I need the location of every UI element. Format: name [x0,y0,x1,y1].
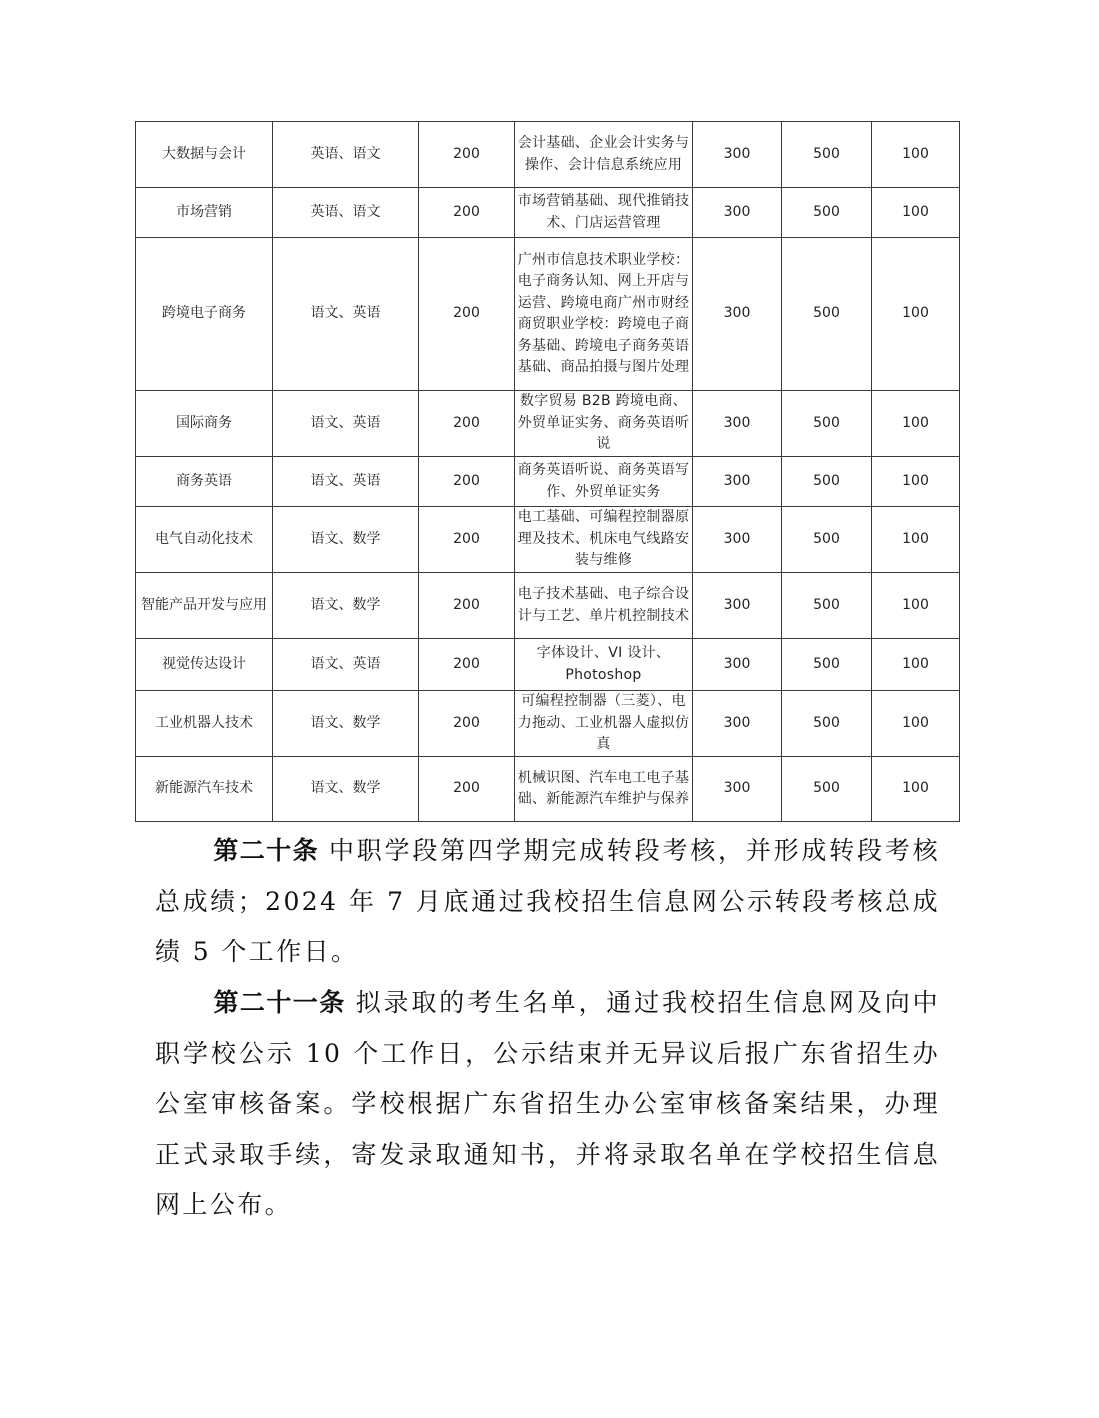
skill-score-cell: 300 [693,238,782,391]
table-row [136,639,960,691]
total-score-cell: 500 [782,188,872,238]
article-21-paragraph [155,978,940,1231]
major-cell: 智能产品开发与应用 [136,573,273,639]
culture-subjects-cell: 语文、数学 [273,757,419,822]
total-score-cell: 500 [782,507,872,573]
culture-score-cell: 200 [419,238,515,391]
min-score-cell: 100 [872,691,960,757]
culture-score-cell: 200 [419,639,515,691]
culture-subjects-cell: 语文、数学 [273,691,419,757]
total-score-cell: 500 [782,122,872,188]
skill-score-cell: 300 [693,507,782,573]
total-score-cell: 500 [782,457,872,507]
min-score-cell: 100 [872,457,960,507]
culture-subjects-cell: 语文、英语 [273,457,419,507]
major-cell: 市场营销 [136,188,273,238]
table-body [136,122,960,822]
table-row [136,507,960,573]
skill-score-cell: 300 [693,122,782,188]
article-20-paragraph [155,826,940,978]
culture-subjects-cell: 语文、英语 [273,391,419,457]
total-score-cell: 500 [782,573,872,639]
total-score-cell: 500 [782,238,872,391]
major-cell: 视觉传达设计 [136,639,273,691]
skill-subjects-cell: 市场营销基础、现代推销技术、门店运营管理 [515,188,693,238]
culture-subjects-cell: 英语、语文 [273,188,419,238]
major-cell: 跨境电子商务 [136,238,273,391]
culture-subjects-cell: 语文、数学 [273,573,419,639]
table-row [136,391,960,457]
table-row [136,573,960,639]
skill-subjects-cell: 机械识图、汽车电工电子基础、新能源汽车维护与保养 [515,757,693,822]
min-score-cell: 100 [872,507,960,573]
admission-score-table [135,121,960,822]
article-body: 拟录取的考生名单，通过我校招生信息网及向中职学校公示 10 个工作日，公示结束并无异议后报广东省招生办公室审核备案。学校根据广东省招生办公室审核备案结果，办理正式录取手续，寄发录取通知书，并将录取名单在学校招生信息网上公布。 [155,988,940,1219]
culture-subjects-cell: 英语、语文 [273,122,419,188]
culture-score-cell: 200 [419,573,515,639]
table-row [136,122,960,188]
table-row [136,457,960,507]
skill-subjects-cell: 广州市信息技术职业学校：电子商务认知、网上开店与运营、跨境电商广州市财经商贸职业学校：跨境电子商务基础、跨境电子商务英语基础、商品拍摄与图片处理 [515,238,693,391]
major-cell: 国际商务 [136,391,273,457]
min-score-cell: 100 [872,391,960,457]
culture-score-cell: 200 [419,122,515,188]
major-cell: 新能源汽车技术 [136,757,273,822]
article-heading: 第二十一条 [213,988,346,1017]
min-score-cell: 100 [872,757,960,822]
skill-subjects-cell: 会计基础、企业会计实务与操作、会计信息系统应用 [515,122,693,188]
culture-score-cell: 200 [419,188,515,238]
major-cell: 工业机器人技术 [136,691,273,757]
skill-subjects-cell: 商务英语听说、商务英语写作、外贸单证实务 [515,457,693,507]
skill-score-cell: 300 [693,457,782,507]
min-score-cell: 100 [872,122,960,188]
table-row [136,188,960,238]
major-cell: 商务英语 [136,457,273,507]
table-row [136,238,960,391]
min-score-cell: 100 [872,573,960,639]
skill-score-cell: 300 [693,691,782,757]
total-score-cell: 500 [782,639,872,691]
article-body: 中职学段第四学期完成转段考核，并形成转段考核总成绩；2024 年 7 月底通过我校招生信息网公示转段考核总成绩 5 个工作日。 [155,836,940,966]
total-score-cell: 500 [782,757,872,822]
culture-subjects-cell: 语文、数学 [273,507,419,573]
skill-subjects-cell: 电工基础、可编程控制器原理及技术、机床电气线路安装与维修 [515,507,693,573]
skill-score-cell: 300 [693,391,782,457]
table-row [136,691,960,757]
culture-subjects-cell: 语文、英语 [273,639,419,691]
min-score-cell: 100 [872,238,960,391]
table-row [136,757,960,822]
major-cell: 电气自动化技术 [136,507,273,573]
min-score-cell: 100 [872,188,960,238]
skill-subjects-cell: 数字贸易 B2B 跨境电商、外贸单证实务、商务英语听说 [515,391,693,457]
culture-score-cell: 200 [419,757,515,822]
min-score-cell: 100 [872,639,960,691]
culture-score-cell: 200 [419,457,515,507]
skill-score-cell: 300 [693,188,782,238]
culture-score-cell: 200 [419,691,515,757]
skill-score-cell: 300 [693,639,782,691]
total-score-cell: 500 [782,391,872,457]
culture-subjects-cell: 语文、英语 [273,238,419,391]
article-heading: 第二十条 [213,836,319,865]
skill-subjects-cell: 可编程控制器（三菱）、电力拖动、工业机器人虚拟仿真 [515,691,693,757]
skill-subjects-cell: 字体设计、VI 设计、Photoshop [515,639,693,691]
skill-score-cell: 300 [693,757,782,822]
skill-subjects-cell: 电子技术基础、电子综合设计与工艺、单片机控制技术 [515,573,693,639]
skill-score-cell: 300 [693,573,782,639]
culture-score-cell: 200 [419,391,515,457]
major-cell: 大数据与会计 [136,122,273,188]
culture-score-cell: 200 [419,507,515,573]
total-score-cell: 500 [782,691,872,757]
